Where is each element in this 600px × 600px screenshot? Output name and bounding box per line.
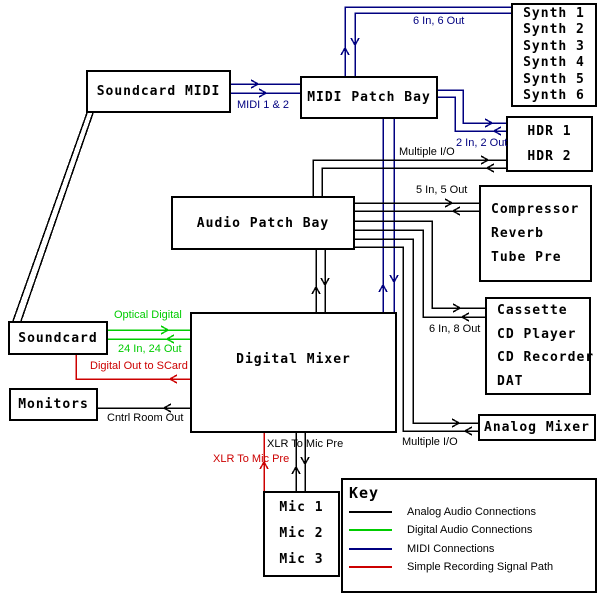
box-label: Synth 1 <box>523 5 585 21</box>
edge-label-six-in-six-out: 6 In, 6 Out <box>413 15 465 27</box>
key-row-midi <box>349 543 494 555</box>
analog-line-swatch <box>349 511 392 513</box>
key-row-digital <box>349 524 532 536</box>
edge-label-optical-digital: Optical Digital <box>114 309 182 321</box>
box-label: Synth 4 <box>523 55 585 70</box>
edge-scard-midi-link-2 <box>21 113 93 321</box>
edge-label-cntrl-room-out: Cntrl Room Out <box>107 412 184 424</box>
box-label: Synth 5 <box>523 71 585 87</box>
edge-label-midi-1-2: MIDI 1 & 2 <box>237 99 289 111</box>
key-row-recording <box>349 561 553 573</box>
box-label: Analog Mixer <box>484 420 590 435</box>
box-label: Synth 3 <box>523 38 585 54</box>
edge-label-five-in-five-out: 5 In, 5 Out <box>416 184 468 196</box>
box-hdr-rack <box>506 116 593 172</box>
box-midi-patch-bay <box>300 76 438 119</box>
box-label: MIDI Patch Bay <box>307 90 431 105</box>
edge-scard-midi-link-1 <box>13 113 87 321</box>
edge-apb-to-hdr2 <box>313 160 506 196</box>
box-label: Mic 2 <box>279 526 324 541</box>
box-outboard-rack <box>479 185 592 282</box>
box-soundcard <box>8 321 108 355</box>
midi-line-swatch <box>349 548 392 550</box>
edge-hdr-to-patchbay <box>438 97 506 131</box>
key-row-analog <box>349 506 536 518</box>
box-audio-patch-bay <box>171 196 355 250</box>
key-title: Key <box>349 484 380 502</box>
box-label: CD Player <box>497 326 577 342</box>
edge-label-twentyfour-in-out: 24 In, 24 Out <box>118 343 182 355</box>
box-label: HDR 2 <box>527 149 572 164</box>
edge-apb-to-recorders <box>355 221 485 308</box>
box-recorder-rack <box>485 297 595 395</box>
box-label: Synth 6 <box>523 88 585 103</box>
box-soundcard-midi <box>86 70 231 113</box>
box-label: Cassette <box>497 303 568 318</box>
box-label: CD Recorder <box>497 350 595 365</box>
box-analog-mixer <box>478 414 596 441</box>
box-label: Monitors <box>18 397 89 412</box>
edge-label-six-in-eight-out: 6 In, 8 Out <box>429 323 481 335</box>
box-label: HDR 1 <box>527 124 572 139</box>
box-digital-mixer <box>190 312 397 433</box>
box-mic-rack <box>263 491 340 577</box>
edge-patchbay-to-hdr <box>438 90 506 123</box>
key-label: Simple Recording Signal Path <box>407 560 554 573</box>
box-monitors <box>9 388 98 421</box>
edge-label-two-in-two-out: 2 In, 2 Out <box>456 137 508 149</box>
edge-label-xlr-to-mic-pre-analog: XLR To Mic Pre <box>267 438 344 450</box>
box-label: Soundcard <box>18 330 98 346</box>
edge-recorders-to-apb <box>355 230 485 317</box>
box-label: Audio Patch Bay <box>196 215 330 231</box>
box-label: Tube Pre <box>491 249 562 265</box>
box-label: Mic 3 <box>279 552 324 567</box>
box-label: Synth 2 <box>523 22 585 37</box>
recording-line-swatch <box>349 566 392 568</box>
box-label: Soundcard MIDI <box>96 84 221 99</box>
edge-label-xlr-to-mic-pre-red: XLR To Mic Pre <box>213 453 290 465</box>
edge-label-multiple-io-hdr: Multiple I/O <box>399 146 455 158</box>
key-label: Digital Audio Connections <box>407 523 533 536</box>
key-legend <box>341 478 597 593</box>
digital-line-swatch <box>349 529 392 531</box>
key-label: MIDI Connections <box>407 542 495 555</box>
box-label: Mic 1 <box>279 500 324 515</box>
edge-label-multiple-io-analog-mixer: Multiple I/O <box>402 436 458 448</box>
edge-label-digital-out-to-scard: Digital Out to SCard <box>90 360 188 372</box>
box-label: Compressor <box>491 201 580 217</box>
box-label: Reverb <box>491 225 544 241</box>
box-synth-rack <box>511 3 597 107</box>
box-label: DAT <box>497 373 524 389</box>
box-label: Digital Mixer <box>236 352 351 367</box>
key-label: Analog Audio Connections <box>407 505 537 518</box>
